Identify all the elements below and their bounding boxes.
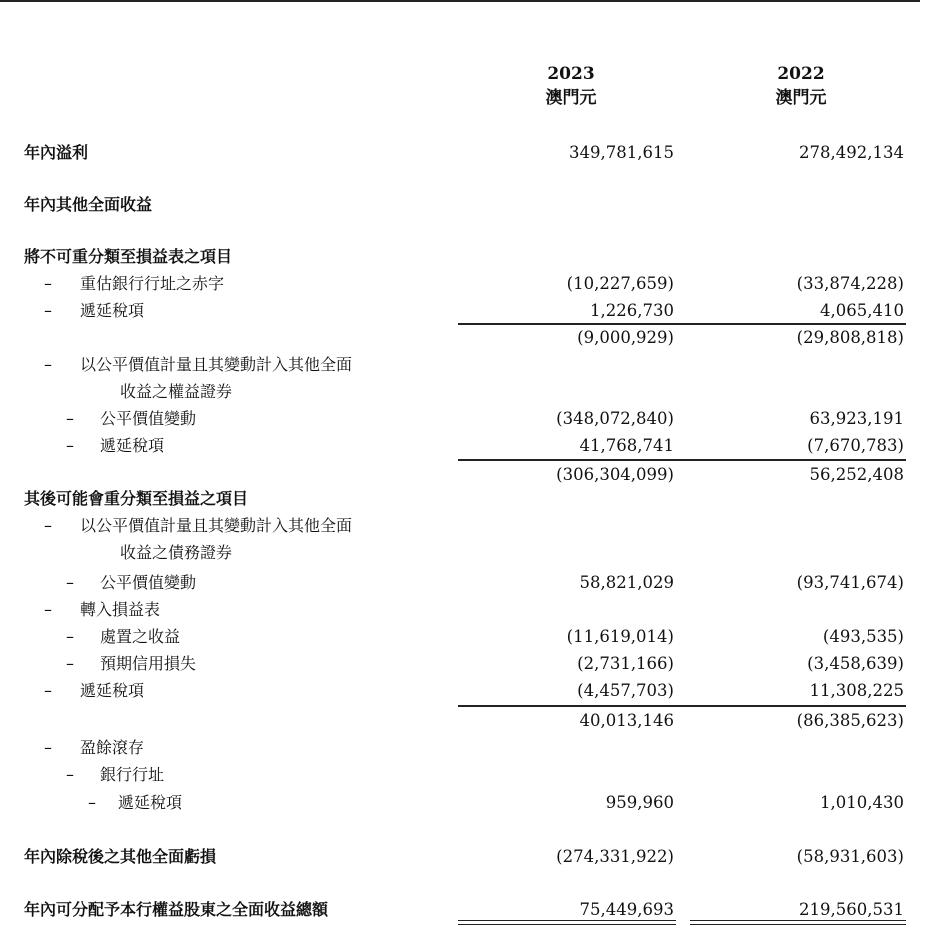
value-2023: 40,013,146 (579, 711, 674, 730)
dash-marker: – (44, 600, 52, 619)
value-2023: (9,000,929) (577, 328, 674, 347)
row-label-line2: 收益之債務證券 (120, 543, 233, 562)
dash-marker: – (66, 573, 74, 592)
table-row-non-reclassified-heading (0, 244, 932, 270)
dash-marker: – (66, 627, 74, 646)
row-label: 以公平價值計量且其變動計入其他全面 (80, 516, 353, 535)
value-2022: (93,741,674) (796, 573, 904, 592)
table-row (0, 790, 932, 816)
value-2022: 219,560,531 (799, 900, 904, 919)
row-label: 年內其他全面收益 (24, 195, 153, 214)
row-label: 銀行行址 (100, 765, 165, 784)
table-row-oci-heading (0, 192, 932, 218)
value-2022: (3,458,639) (807, 654, 904, 673)
table-row (0, 271, 932, 297)
table-row-profit-for-year (0, 140, 932, 166)
year-label: 2023 (547, 64, 595, 84)
table-row (0, 298, 932, 324)
dash-marker: – (66, 654, 74, 673)
dash-marker: – (44, 516, 52, 535)
row-label: 公平價值變動 (100, 409, 197, 428)
value-2023: 1,226,730 (590, 301, 674, 320)
row-label: 遞延稅項 (118, 793, 183, 812)
table-row (0, 651, 932, 677)
year-label: 2022 (777, 64, 825, 84)
dash-marker: – (44, 355, 52, 374)
value-2022: (493,535) (822, 627, 904, 646)
subtotal-rule (458, 705, 906, 707)
value-2022: 56,252,408 (809, 465, 904, 484)
row-label: 重估銀行行址之赤字 (80, 274, 225, 293)
value-2023: 349,781,615 (569, 143, 674, 162)
dash-marker: – (44, 274, 52, 293)
value-2022: (29,808,818) (796, 328, 904, 347)
dash-marker: – (88, 793, 96, 812)
double-underline-2023 (458, 920, 676, 925)
row-label: 盈餘滾存 (80, 738, 145, 757)
table-row-reclassified-heading (0, 486, 932, 512)
currency-label: 澳門元 (545, 88, 597, 108)
table-row-subtotal (0, 462, 932, 488)
column-header-2022 (760, 62, 842, 110)
subtotal-rule (458, 459, 906, 461)
row-label: 將不可重分類至損益表之項目 (24, 247, 233, 266)
dash-marker: – (44, 681, 52, 700)
table-row (0, 624, 932, 650)
value-2022: 4,065,410 (820, 301, 904, 320)
row-label: 處置之收益 (100, 627, 181, 646)
dash-marker: – (44, 738, 52, 757)
value-2023: 959,960 (605, 793, 674, 812)
value-2023: (348,072,840) (556, 409, 674, 428)
value-2022: 11,308,225 (809, 681, 904, 700)
row-label: 遞延稅項 (80, 301, 145, 320)
row-label: 預期信用損失 (100, 654, 197, 673)
value-2023: (2,731,166) (577, 654, 674, 673)
table-row (0, 513, 932, 539)
table-row (0, 597, 932, 623)
row-label: 遞延稅項 (100, 436, 165, 455)
value-2023: (4,457,703) (577, 681, 674, 700)
row-label: 年內溢利 (24, 143, 89, 162)
value-2022: 1,010,430 (820, 793, 904, 812)
value-2022: (86,385,623) (796, 711, 904, 730)
value-2022: (7,670,783) (807, 436, 904, 455)
dash-marker: – (66, 436, 74, 455)
row-label: 年內除稅後之其他全面虧損 (24, 847, 217, 866)
row-label: 公平價值變動 (100, 573, 197, 592)
value-2022: 63,923,191 (809, 409, 904, 428)
table-row (0, 406, 932, 432)
dash-marker: – (66, 765, 74, 784)
dash-marker: – (66, 409, 74, 428)
value-2022: 278,492,134 (799, 143, 904, 162)
value-2022: (33,874,228) (796, 274, 904, 293)
row-label: 遞延稅項 (80, 681, 145, 700)
value-2023: 58,821,029 (579, 573, 674, 592)
row-label-line2: 收益之權益證券 (120, 382, 233, 401)
value-2023: (274,331,922) (556, 847, 674, 866)
value-2023: 75,449,693 (579, 900, 674, 919)
dash-marker: – (44, 301, 52, 320)
value-2023: (306,304,099) (556, 465, 674, 484)
value-2023: (11,619,014) (566, 627, 674, 646)
table-row-subtotal (0, 325, 932, 351)
row-label: 其後可能會重分類至損益之項目 (24, 489, 249, 508)
table-row-oci-loss-after-tax (0, 844, 932, 870)
currency-label: 澳門元 (775, 88, 827, 108)
table-row-continued (0, 540, 932, 566)
row-label: 以公平價值計量且其變動計入其他全面 (80, 355, 353, 374)
table-row (0, 762, 932, 788)
table-row-continued (0, 379, 932, 405)
table-row (0, 678, 932, 704)
value-2023: (10,227,659) (566, 274, 674, 293)
table-row (0, 352, 932, 378)
table-row (0, 433, 932, 459)
value-2023: 41,768,741 (579, 436, 674, 455)
table-row (0, 735, 932, 761)
double-underline-2022 (690, 920, 906, 925)
row-label: 轉入損益表 (80, 600, 161, 619)
value-2022: (58,931,603) (796, 847, 904, 866)
column-header-2023 (530, 62, 612, 110)
table-row (0, 570, 932, 596)
top-border-line (0, 0, 920, 2)
row-label: 年內可分配予本行權益股東之全面收益總額 (24, 900, 329, 919)
table-row-subtotal (0, 708, 932, 734)
